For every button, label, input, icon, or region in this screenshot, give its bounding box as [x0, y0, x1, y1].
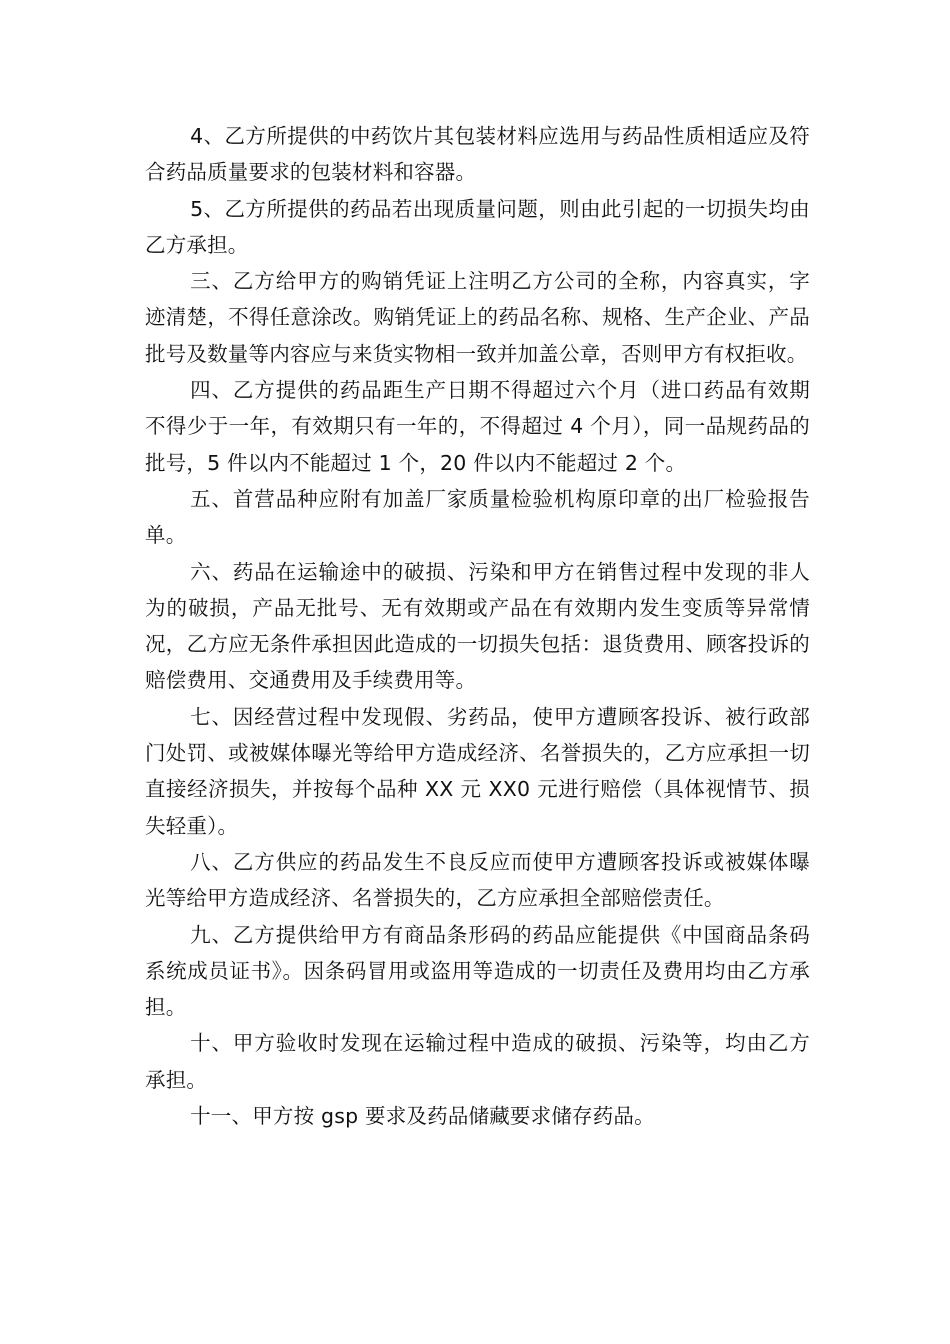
clause-paragraph: 4、乙方所提供的中药饮片其包装材料应选用与药品性质相适应及符合药品质量要求的包装材料和容器。: [145, 124, 810, 185]
clause-paragraph: 九、乙方提供给甲方有商品条形码的药品应能提供《中国商品条码系统成员证书》。因条码冒用或盗用等造成的一切责任及费用均由乙方承担。: [145, 922, 810, 1020]
clause-paragraph: 5、乙方所提供的药品若出现质量问题，则由此引起的一切损失均由乙方承担。: [145, 196, 810, 257]
clause-paragraph: 十、甲方验收时发现在运输过程中造成的破损、污染等，均由乙方承担。: [145, 1031, 810, 1092]
clause-paragraph: 十一、甲方按 gsp 要求及药品储藏要求储存药品。: [190, 1104, 655, 1129]
clause-paragraph: 三、乙方给甲方的购销凭证上注明乙方公司的全称，内容真实，字迹清楚，不得任意涂改。购销凭证上的药品名称、规格、生产企业、产品批号及数量等内容应与来货实物相一致并加盖公章，否则甲方有权拒收。: [145, 269, 810, 366]
clause-paragraph: 五、首营品种应附有加盖厂家质量检验机构原印章的出厂检验报告单。: [145, 486, 810, 548]
clause-paragraph: 八、乙方供应的药品发生不良反应而使甲方遭顾客投诉或被媒体曝光等给甲方造成经济、名誉损失的，乙方应承担全部赔偿责任。: [145, 849, 810, 911]
clause-paragraph: 七、因经营过程中发现假、劣药品，使甲方遭顾客投诉、被行政部门处罚、或被媒体曝光等给甲方造成经济、名誉损失的，乙方应承担一切直接经济损失，并按每个品种 XX 元 XX0 元进行赔偿（具体视情节、损失轻重）。: [145, 704, 810, 838]
clause-paragraph: 六、药品在运输途中的破损、污染和甲方在销售过程中发现的非人为的破损，产品无批号、无有效期或产品在有效期内发生变质等异常情况，乙方应无条件承担因此造成的一切损失包括：退货费用、顾客投诉的赔偿费用、交通费用及手续费用等。: [145, 559, 810, 693]
document-body: [145, 118, 810, 1134]
clause-paragraph: 四、乙方提供的药品距生产日期不得超过六个月（进口药品有效期不得少于一年，有效期只有一年的，不得超过 4 个月），同一品规药品的批号，5 件以内不能超过 1 个，20 件以内不能超过 2 个。: [145, 378, 810, 475]
